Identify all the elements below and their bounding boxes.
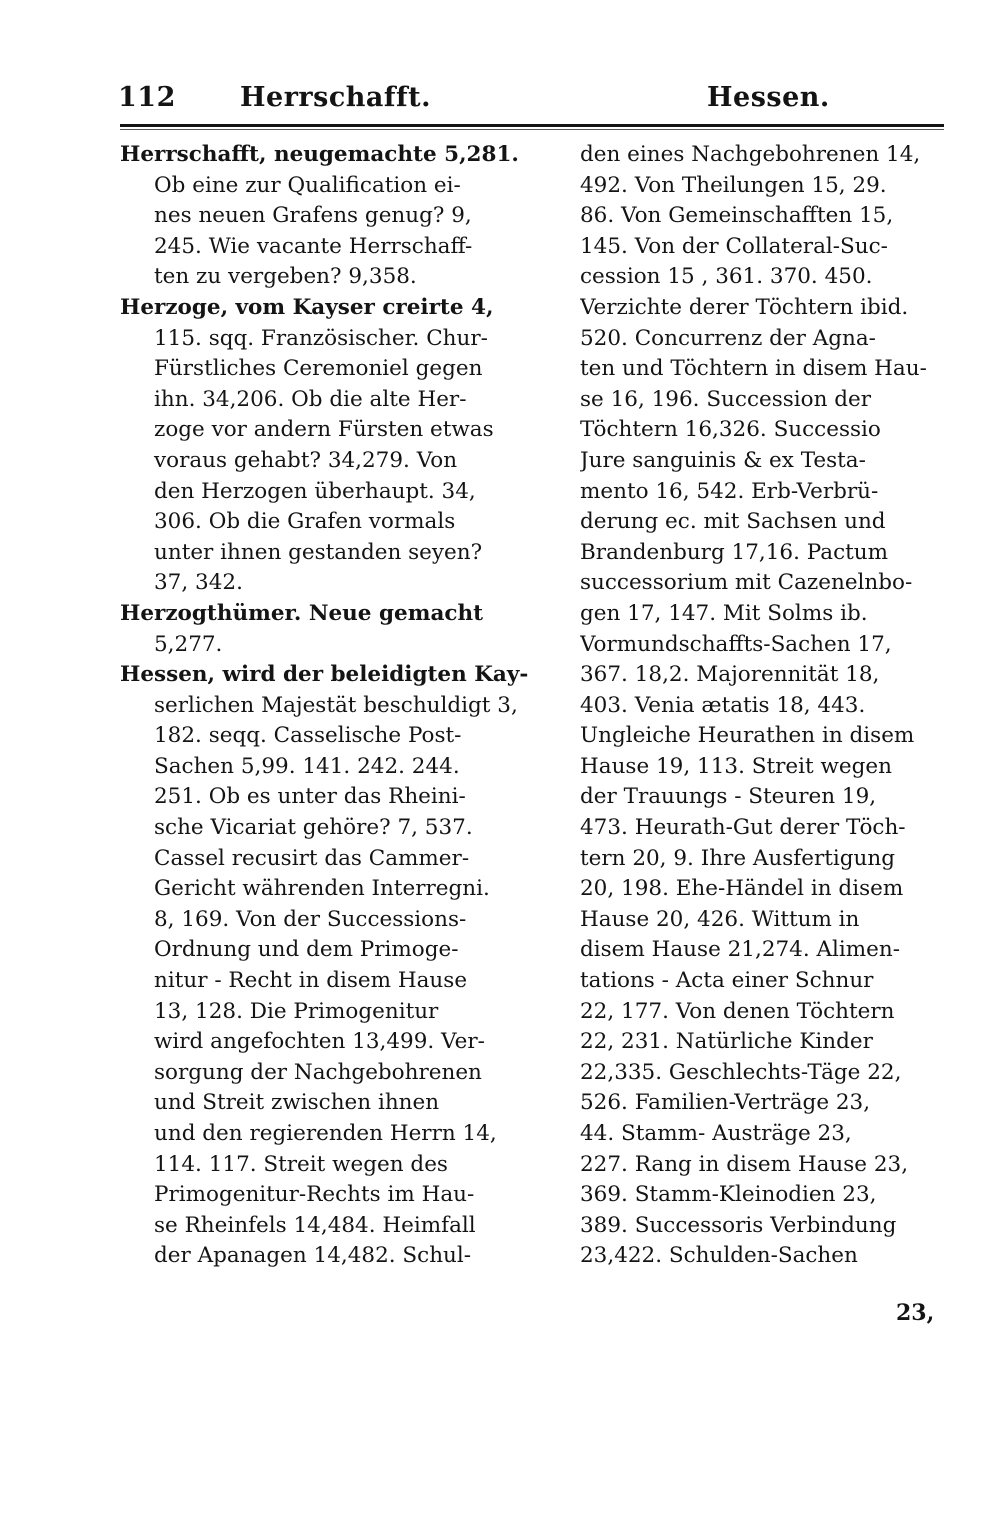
- left-column-line: Herzogthümer. Neue gemacht: [120, 600, 484, 626]
- right-column-line: Verzichte derer Töchtern ibid.: [580, 294, 909, 320]
- right-column-line: 145. Von der Collateral-Suc-: [580, 233, 888, 259]
- right-column-line: 22, 231. Natürliche Kinder: [580, 1029, 873, 1055]
- left-column-line: nes neuen Grafens genug? 9,: [154, 203, 472, 229]
- right-column-line: Hause 20, 426. Wittum in: [580, 906, 860, 932]
- right-column-line: Brandenburg 17,16. Pactum: [580, 539, 889, 565]
- right-column-line: 389. Successoris Verbindung: [580, 1212, 897, 1238]
- left-column-line: 251. Ob es unter das Rheini-: [154, 784, 466, 810]
- right-column-line: successorium mit Cazenelnbo-: [580, 570, 913, 596]
- right-column-line: Ungleiche Heurathen in disem: [580, 723, 915, 749]
- left-column-line: Fürstliches Ceremoniel gegen: [154, 356, 483, 382]
- left-column-line: und den regierenden Herrn 14,: [154, 1121, 497, 1146]
- left-column-line: nitur - Recht in disem Hause: [154, 968, 468, 994]
- left-column-line: den Herzogen überhaupt. 34,: [154, 478, 476, 504]
- right-column-line: cession 15 , 361. 370. 450.: [580, 264, 873, 290]
- left-column-line: sche Vicariat gehöre? 7, 537.: [154, 815, 473, 841]
- left-column-line: Gericht währenden Interregni.: [154, 876, 490, 902]
- left-column-line: unter ihnen gestanden seyen?: [154, 539, 483, 565]
- right-column-line: der Trauungs - Steuren 19,: [580, 784, 877, 810]
- left-column-line: wird angefochten 13,499. Ver-: [154, 1029, 485, 1055]
- right-column-line: ten und Töchtern in disem Hau-: [580, 356, 927, 382]
- left-column-line: Sachen 5,99. 141. 242. 244.: [154, 753, 460, 779]
- left-column-line: Herrschafft, neugemachte 5,281.: [120, 142, 519, 167]
- right-column-line: Vormundschaffts-Sachen 17,: [580, 631, 892, 657]
- left-column-line: 5,277.: [154, 631, 223, 657]
- right-column-line: 367. 18,2. Majorennität 18,: [580, 662, 880, 688]
- left-column-line: Hessen, wird der beleidigten Kay-: [120, 662, 529, 688]
- left-column-line: serlichen Majestät beschuldigt 3,: [154, 692, 518, 718]
- right-column-line: 403. Venia ætatis 18, 443.: [580, 692, 866, 718]
- right-column: [580, 140, 948, 1272]
- right-column-line: 520. Concurrenz der Agna-: [580, 325, 876, 351]
- left-column-line: 182. seqq. Casselische Post-: [154, 723, 462, 749]
- right-column-line: derung ec. mit Sachsen und: [580, 509, 886, 535]
- left-column: [120, 140, 530, 1272]
- left-column-line: Ordnung und dem Primoge-: [154, 937, 459, 963]
- left-column-line: 114. 117. Streit wegen des: [154, 1151, 448, 1177]
- right-column-line: 369. Stamm-Kleinodien 23,: [580, 1182, 877, 1208]
- right-column-line: disem Hause 21,274. Alimen-: [580, 937, 901, 963]
- left-column-line: ihn. 34,206. Ob die alte Her-: [154, 386, 467, 412]
- left-column-line: 13, 128. Die Primogenitur: [154, 998, 439, 1024]
- right-column-line: 23,422. Schulden-Sachen: [580, 1243, 858, 1269]
- left-column-line: ten zu vergeben? 9,358.: [154, 264, 417, 290]
- left-column-line: der Apanagen 14,482. Schul-: [154, 1243, 472, 1269]
- left-column-line: 8, 169. Von der Successions-: [154, 906, 467, 932]
- running-title: Herrschafft.: [240, 82, 432, 113]
- right-column-line: tations - Acta einer Schnur: [580, 968, 874, 994]
- page-number: 112: [118, 82, 176, 113]
- right-column-line: 492. Von Theilungen 15, 29.: [580, 172, 887, 198]
- right-column-line: Hause 19, 113. Streit wegen: [580, 753, 892, 779]
- right-column-line: 473. Heurath-Gut derer Töch-: [580, 815, 906, 841]
- right-column-line: den eines Nachgebohrenen 14,: [580, 142, 921, 167]
- left-column-line: Ob eine zur Qualification ei-: [154, 172, 461, 198]
- right-column-line: 86. Von Gemeinschafften 15,: [580, 203, 894, 229]
- left-column-line: 37, 342.: [154, 570, 243, 596]
- left-column-line: Cassel recusirt das Cammer-: [154, 845, 470, 871]
- right-column-line: 44. Stamm- Austräge 23,: [580, 1121, 852, 1146]
- right-column-line: 22,335. Geschlechts-Täge 22,: [580, 1059, 902, 1085]
- right-column-line: Jure sanguinis & ex Testa-: [580, 447, 866, 473]
- right-column-line: 20, 198. Ehe-Händel in disem: [580, 876, 904, 902]
- header-rule: [120, 124, 944, 127]
- left-column-line: Herzoge, vom Kayser creirte 4,: [120, 294, 494, 320]
- right-column-line: mento 16, 542. Erb-Verbrü-: [580, 478, 879, 504]
- left-column-line: und Streit zwischen ihnen: [154, 1090, 440, 1116]
- left-column-line: 306. Ob die Grafen vormals: [154, 509, 456, 535]
- left-column-line: sorgung der Nachgebohrenen: [154, 1059, 482, 1085]
- header-rule-thin: [120, 129, 944, 130]
- right-column-line: 22, 177. Von denen Töchtern: [580, 998, 895, 1024]
- right-column-line: Töchtern 16,326. Successio: [580, 417, 881, 443]
- left-column-line: Primogenitur-Rechts im Hau-: [154, 1182, 475, 1208]
- left-column-line: zoge vor andern Fürsten etwas: [154, 417, 494, 443]
- left-column-line: 115. sqq. Französischer. Chur-: [154, 325, 488, 351]
- right-column-line: tern 20, 9. Ihre Ausfertigung: [580, 845, 895, 871]
- left-column-line: se Rheinfels 14,484. Heimfall: [154, 1212, 476, 1238]
- right-column-line: gen 17, 147. Mit Solms ib.: [580, 600, 868, 626]
- right-column-line: 227. Rang in disem Hause 23,: [580, 1151, 909, 1177]
- right-column-line: se 16, 196. Succession der: [580, 386, 872, 412]
- left-column-line: 245. Wie vacante Herrschaff-: [154, 233, 473, 259]
- catchword: 23,: [896, 1300, 935, 1326]
- running-title-right: Hessen.: [707, 82, 830, 113]
- left-column-line: voraus gehabt? 34,279. Von: [154, 447, 458, 473]
- right-column-line: 526. Familien-Verträge 23,: [580, 1090, 871, 1116]
